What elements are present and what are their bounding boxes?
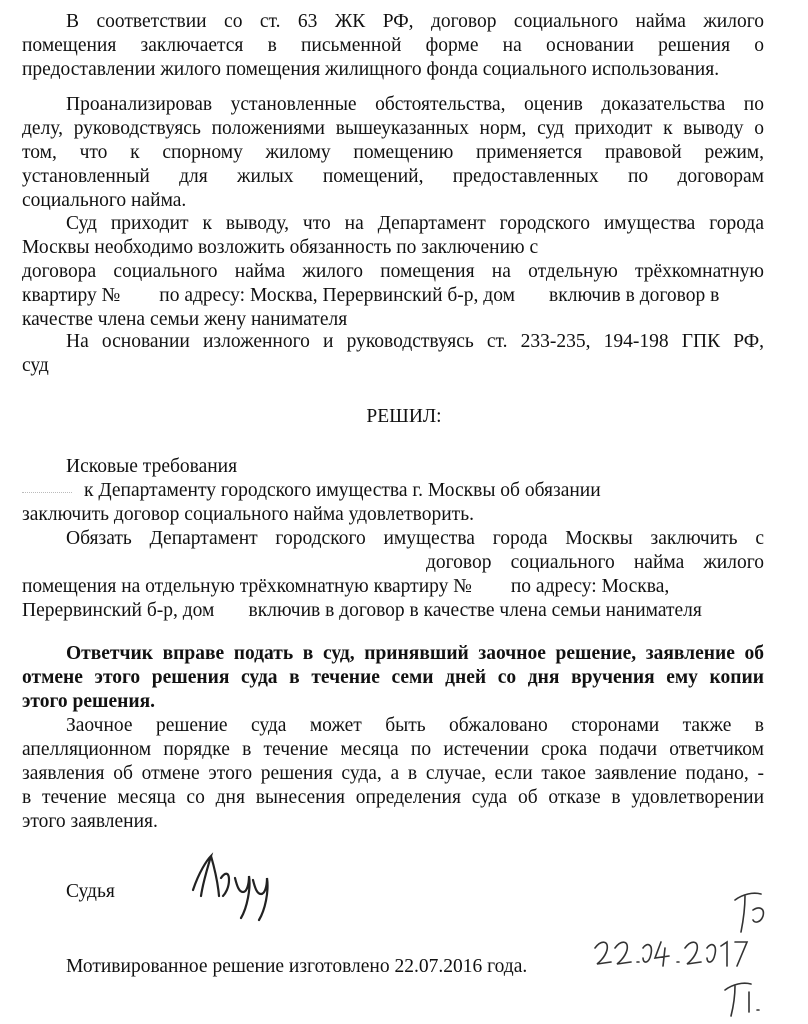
text-line: Перервинский б-р, дом включив в договор в качестве члена семьи нанимателя [22,600,702,621]
text-line: квартиру № по адресу: Москва, Перервинский б-р, дом включив в договор в [22,285,720,306]
text-line: Суд приходит к выводу, что на Департамент городского имущества города [66,213,764,234]
judge-signature [185,850,275,925]
text-line: Исковые требования [66,456,238,477]
text-line: заключить договор социального найма удовлетворить. [22,504,474,525]
text-line: к Департаменту городского имущества г. Москвы об обязании [84,480,601,501]
text-line: установленный для жилых помещений, предоставленных по договорам [22,166,764,187]
text-line: качестве члена семьи жену нанимателя [22,309,348,330]
redacted-mark [22,478,72,493]
text-line: этого заявления. [22,811,158,832]
text-line: Заочное решение суда может быть обжаловано сторонами также в [66,715,764,736]
text-line: помещения на отдельную трёхкомнатную квартиру № по адресу: Москва, [22,576,670,597]
footer-text: Мотивированное решение изготовлено 22.07.2016 года. [66,956,528,977]
decision-heading: РЕШИЛ: [366,406,442,427]
text-line: заявления об отмене этого решения суда, а в случае, если такое заявление подано, - [22,763,764,784]
text-line: этого решения. [22,691,156,712]
judge-label: Судья [66,881,115,902]
text-line: помещения заключается в письменной форме на основании решения о [22,35,764,56]
text-line: в течение месяца со дня вынесения определения суда об отказе в удовлетворении [22,787,764,808]
text-line: На основании изложенного и руководствуясь ст. 233-235, 194-198 ГПК РФ, [66,331,764,352]
text-line: В соответствии со ст. 63 ЖК РФ, договор социального найма жилого [66,11,764,32]
text-line: отмене этого решения суда в течение семи дней со дня вручения ему копии [22,667,764,688]
text-line: договор социального найма жилого [426,552,764,573]
text-line: Проанализировав установленные обстоятельства, оценив доказательства по [66,94,764,115]
text-line: договора социального найма жилого помещения на отдельную трёхкомнатную [22,261,764,282]
text-line: Обязать Департамент городского имущества города Москвы заключить с [66,528,764,549]
text-line: апелляционном порядке в течение месяца по истечении срока подачи ответчиком [22,739,764,760]
text-line: социального найма. [22,190,187,211]
text-line: предоставлении жилого помещения жилищного фонда социального использования. [22,59,720,80]
text-line: том, что к спорному жилому помещению применяется правовой режим, [22,142,764,163]
text-line: суд [22,355,49,376]
handwritten-note [585,870,790,1020]
text-line: Москвы необходимо возложить обязанность по заключению с [22,237,539,258]
text-line: Ответчик вправе подать в суд, принявший заочное решение, заявление об [66,643,764,664]
text-line: делу, руководствуясь положениями вышеуказанных норм, суд приходит к выводу о [22,118,764,139]
